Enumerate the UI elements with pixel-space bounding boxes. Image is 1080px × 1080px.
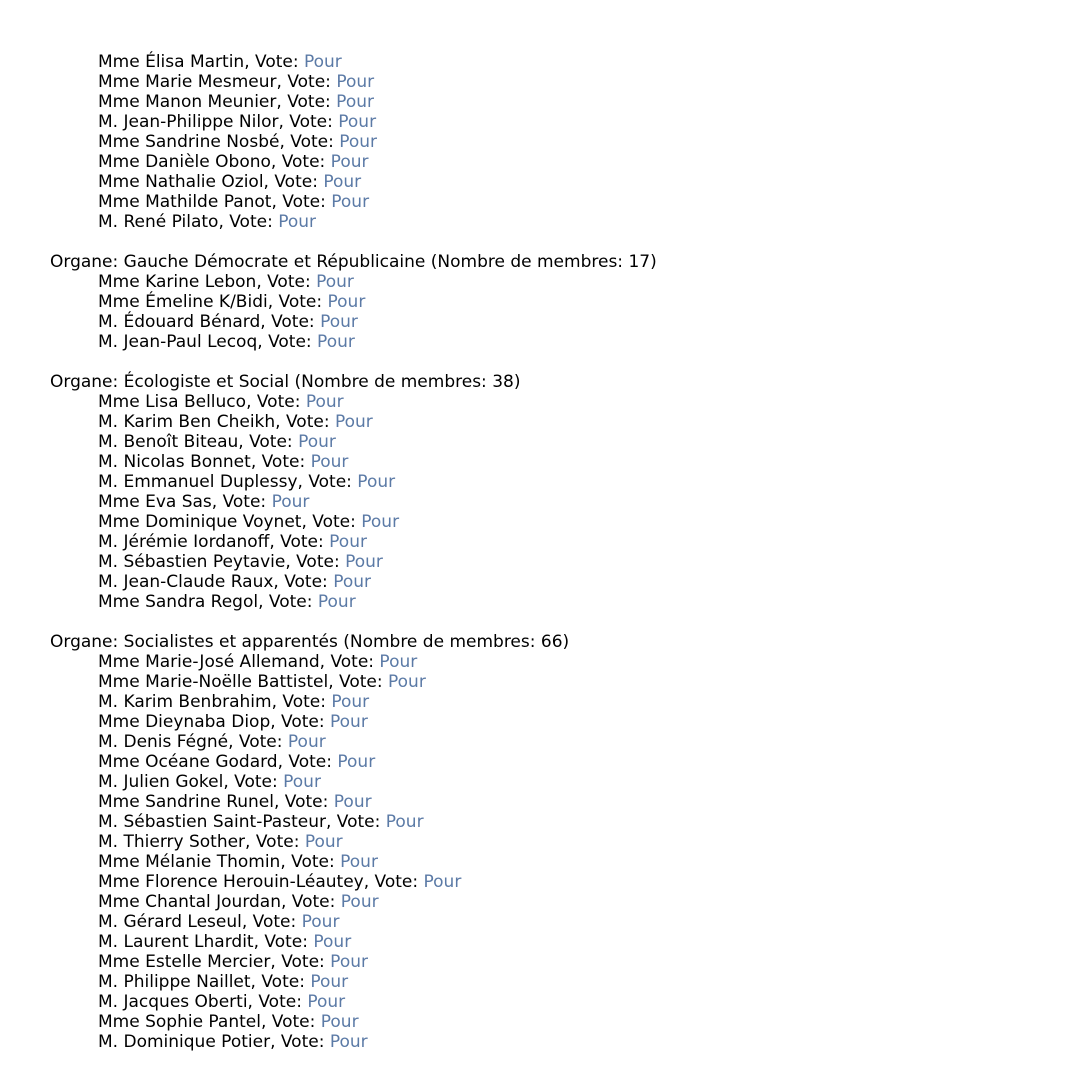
member-name: M. Laurent Lhardit: [98, 932, 254, 952]
vote-value: Pour: [313, 932, 352, 952]
vote-value: Pour: [357, 472, 396, 492]
vote-value: Pour: [385, 812, 424, 832]
vote-label: , Vote:: [269, 532, 330, 552]
member-row: [50, 592, 1060, 612]
member-row: [50, 952, 1060, 972]
member-name: Mme Sandrine Runel: [98, 792, 274, 812]
vote-listing: [50, 52, 1060, 1052]
vote-label: , Vote:: [363, 872, 424, 892]
vote-value: Pour: [340, 892, 379, 912]
member-name: Mme Marie Mesmeur: [98, 72, 277, 92]
vote-value: Pour: [317, 592, 356, 612]
vote-label: , Vote:: [260, 1012, 321, 1032]
member-name: Mme Dieynaba Diop: [98, 712, 271, 732]
member-row: [50, 1032, 1060, 1052]
vote-label: , Vote:: [246, 392, 306, 412]
vote-value: Pour: [331, 692, 370, 712]
member-name: Mme Élisa Martin: [98, 52, 245, 72]
vote-value: Pour: [278, 212, 317, 232]
member-row: [50, 532, 1060, 552]
vote-label: , Vote:: [270, 1032, 330, 1052]
vote-value: Pour: [271, 492, 310, 512]
vote-value: Pour: [307, 992, 346, 1012]
vote-value: Pour: [287, 732, 326, 752]
member-row: [50, 812, 1060, 832]
vote-value: Pour: [331, 192, 370, 212]
vote-label: , Vote:: [276, 72, 337, 92]
group-label: Organe:: [50, 632, 124, 652]
group-header: [50, 372, 1060, 392]
member-name: Mme Estelle Mercier: [98, 952, 271, 972]
member-name: M. Jacques Oberti: [98, 992, 248, 1012]
members-suffix: ): [562, 632, 570, 652]
vote-label: , Vote:: [250, 972, 311, 992]
section-spacer: [50, 352, 1060, 372]
member-row: [50, 472, 1060, 492]
vote-value: Pour: [340, 852, 378, 872]
member-name: Mme Sandra Regol: [98, 592, 259, 612]
vote-value: Pour: [338, 112, 377, 132]
member-name: Mme Marie-Noëlle Battistel: [98, 672, 329, 692]
vote-value: Pour: [330, 712, 368, 732]
member-name: M. Jean-Paul Lecoq: [98, 332, 258, 352]
members-prefix: (Nombre de membres:: [425, 252, 629, 272]
vote-label: , Vote:: [275, 412, 335, 432]
vote-label: , Vote:: [267, 292, 328, 312]
vote-value: Pour: [283, 772, 321, 792]
member-name: M. Dominique Potier: [98, 1032, 271, 1052]
vote-value: Pour: [337, 752, 376, 772]
member-count: 66: [540, 632, 563, 652]
vote-label: , Vote:: [258, 592, 318, 612]
group-header: [50, 632, 1060, 652]
vote-label: , Vote:: [319, 652, 380, 672]
member-row: [50, 132, 1060, 152]
member-row: [50, 412, 1060, 432]
vote-label: , Vote:: [297, 472, 358, 492]
member-row: [50, 712, 1060, 732]
members-suffix: ): [513, 372, 521, 392]
member-row: [50, 672, 1060, 692]
group-name: Gauche Démocrate et Républicaine: [123, 252, 426, 272]
vote-label: , Vote:: [218, 212, 279, 232]
vote-value: Pour: [329, 532, 367, 552]
group-name: Écologiste et Social: [123, 372, 290, 392]
vote-label: , Vote:: [328, 672, 388, 692]
vote-label: , Vote:: [247, 992, 308, 1012]
member-count: 38: [492, 372, 514, 392]
vote-label: , Vote:: [285, 552, 346, 572]
members-prefix: (Nombre de membres:: [337, 632, 541, 652]
vote-label: , Vote:: [270, 952, 331, 972]
vote-value: Pour: [329, 1032, 368, 1052]
group-header: [50, 252, 1060, 272]
member-row: [50, 432, 1060, 452]
vote-value: Pour: [361, 512, 400, 532]
member-row: [50, 872, 1060, 892]
member-row: [50, 792, 1060, 812]
vote-value: Pour: [320, 312, 358, 332]
vote-value: Pour: [336, 72, 375, 92]
member-name: M. Jérémie Iordanoff: [98, 532, 270, 552]
member-row: [50, 992, 1060, 1012]
member-name: Mme Marie-José Allemand: [98, 652, 320, 672]
member-name: M. Emmanuel Duplessy: [98, 472, 298, 492]
member-name: Mme Manon Meunier: [98, 92, 277, 112]
member-count: 17: [628, 252, 651, 272]
vote-value: Pour: [330, 952, 368, 972]
member-row: [50, 572, 1060, 592]
vote-value: Pour: [320, 1012, 359, 1032]
vote-label: , Vote:: [277, 752, 338, 772]
vote-label: , Vote:: [281, 892, 341, 912]
member-row: [50, 52, 1060, 72]
member-name: M. Jean-Philippe Nilor: [98, 112, 279, 132]
vote-label: , Vote:: [223, 772, 284, 792]
member-name: M. René Pilato: [98, 212, 219, 232]
member-name: Mme Océane Godard: [98, 752, 278, 772]
group-label: Organe:: [50, 372, 124, 392]
vote-value: Pour: [303, 52, 342, 72]
member-row: [50, 152, 1060, 172]
member-row: [50, 92, 1060, 112]
member-row: [50, 552, 1060, 572]
member-name: M. Karim Benbrahim: [98, 692, 272, 712]
vote-value: Pour: [301, 912, 340, 932]
member-row: [50, 972, 1060, 992]
vote-label: , Vote:: [279, 132, 340, 152]
vote-value: Pour: [316, 272, 354, 292]
member-name: M. Gérard Leseul: [98, 912, 242, 932]
vote-label: , Vote:: [253, 932, 314, 952]
member-name: M. Nicolas Bonnet: [98, 452, 251, 472]
member-row: [50, 192, 1060, 212]
group-name: Socialistes et apparentés: [123, 632, 338, 652]
vote-label: , Vote:: [278, 112, 339, 132]
vote-value: Pour: [327, 292, 366, 312]
member-row: [50, 832, 1060, 852]
member-name: Mme Émeline K/Bidi: [98, 292, 268, 312]
member-name: Mme Mathilde Panot: [98, 192, 272, 212]
vote-value: Pour: [379, 652, 418, 672]
vote-value: Pour: [423, 872, 462, 892]
member-row: [50, 392, 1060, 412]
member-name: M. Sébastien Saint-Pasteur: [98, 812, 326, 832]
vote-value: Pour: [333, 792, 372, 812]
vote-value: Pour: [333, 572, 371, 592]
vote-label: , Vote:: [271, 692, 332, 712]
member-row: [50, 312, 1060, 332]
vote-label: , Vote:: [245, 832, 305, 852]
vote-value: Pour: [330, 152, 369, 172]
member-name: Mme Karine Lebon: [98, 272, 257, 292]
member-row: [50, 732, 1060, 752]
members-prefix: (Nombre de membres:: [289, 372, 493, 392]
member-name: M. Julien Gokel: [98, 772, 224, 792]
vote-value: Pour: [298, 432, 336, 452]
vote-label: , Vote:: [241, 912, 302, 932]
member-name: M. Édouard Bénard: [98, 312, 261, 332]
vote-label: , Vote:: [211, 492, 272, 512]
vote-value: Pour: [345, 552, 383, 572]
member-name: Mme Sophie Pantel: [98, 1012, 261, 1032]
vote-label: , Vote:: [238, 432, 299, 452]
member-row: [50, 512, 1060, 532]
member-row: [50, 112, 1060, 132]
member-name: Mme Chantal Jourdan: [98, 892, 281, 912]
vote-value: Pour: [310, 972, 349, 992]
member-row: [50, 692, 1060, 712]
member-row: [50, 332, 1060, 352]
member-name: M. Jean-Claude Raux: [98, 572, 274, 592]
group-label: Organe:: [50, 252, 124, 272]
vote-value: Pour: [317, 332, 355, 352]
member-name: Mme Lisa Belluco: [98, 392, 247, 412]
member-name: Mme Florence Herouin-Léautey: [98, 872, 364, 892]
vote-value: Pour: [336, 92, 374, 112]
vote-label: , Vote:: [274, 792, 334, 812]
vote-label: , Vote:: [257, 332, 318, 352]
member-row: [50, 172, 1060, 192]
vote-label: , Vote:: [250, 452, 311, 472]
member-name: M. Thierry Sother: [98, 832, 246, 852]
vote-label: , Vote:: [263, 172, 324, 192]
vote-label: , Vote:: [260, 312, 321, 332]
member-name: M. Sébastien Peytavie: [98, 552, 286, 572]
member-row: [50, 272, 1060, 292]
member-name: Mme Danièle Obono: [98, 152, 271, 172]
member-row: [50, 652, 1060, 672]
section-spacer: [50, 612, 1060, 632]
vote-value: Pour: [304, 832, 343, 852]
vote-label: , Vote:: [270, 152, 331, 172]
member-name: Mme Sandrine Nosbé: [98, 132, 280, 152]
vote-label: , Vote:: [271, 192, 332, 212]
member-row: [50, 852, 1060, 872]
member-row: [50, 752, 1060, 772]
member-name: M. Karim Ben Cheikh: [98, 412, 276, 432]
member-row: [50, 1012, 1060, 1032]
vote-label: , Vote:: [273, 572, 334, 592]
member-name: M. Philippe Naillet: [98, 972, 251, 992]
section-spacer: [50, 232, 1060, 252]
member-row: [50, 292, 1060, 312]
vote-label: , Vote:: [256, 272, 317, 292]
vote-label: , Vote:: [280, 852, 341, 872]
vote-value: Pour: [334, 412, 373, 432]
member-row: [50, 932, 1060, 952]
member-row: [50, 72, 1060, 92]
member-name: M. Benoît Biteau: [98, 432, 239, 452]
vote-value: Pour: [339, 132, 378, 152]
vote-value: Pour: [305, 392, 344, 412]
vote-value: Pour: [310, 452, 349, 472]
vote-label: , Vote:: [276, 92, 337, 112]
member-row: [50, 492, 1060, 512]
member-name: Mme Eva Sas: [98, 492, 212, 512]
member-row: [50, 912, 1060, 932]
member-row: [50, 212, 1060, 232]
member-name: M. Denis Fégné: [98, 732, 229, 752]
vote-label: , Vote:: [228, 732, 288, 752]
member-row: [50, 452, 1060, 472]
vote-label: , Vote:: [301, 512, 362, 532]
member-name: Mme Dominique Voynet: [98, 512, 302, 532]
member-name: Mme Mélanie Thomin: [98, 852, 281, 872]
vote-label: , Vote:: [270, 712, 331, 732]
member-name: Mme Nathalie Oziol: [98, 172, 264, 192]
vote-value: Pour: [323, 172, 362, 192]
vote-label: , Vote:: [244, 52, 304, 72]
members-suffix: ): [650, 252, 657, 272]
member-row: [50, 892, 1060, 912]
vote-label: , Vote:: [325, 812, 386, 832]
vote-value: Pour: [388, 672, 426, 692]
member-row: [50, 772, 1060, 792]
